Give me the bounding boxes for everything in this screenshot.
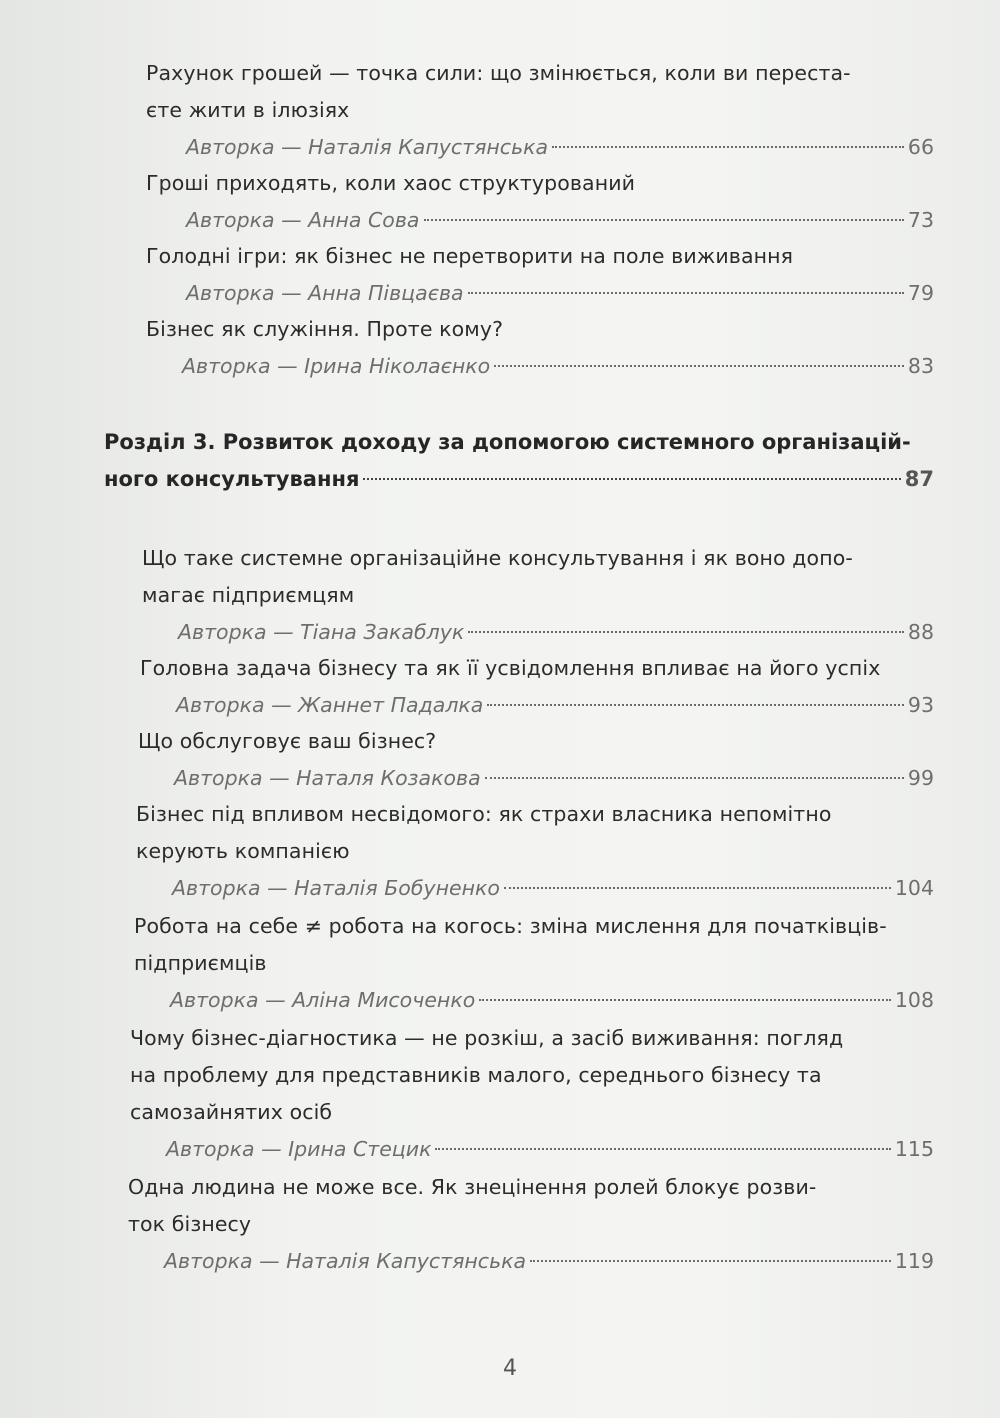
entry-title-cont: підприємців bbox=[134, 951, 267, 975]
entry-title: Робота на себе ≠ робота на когось: зміна мислення для початківців- bbox=[134, 914, 887, 938]
toc-entry bbox=[146, 165, 934, 239]
entry-title: Гроші приходять, коли хаос структурований bbox=[146, 171, 636, 195]
dot-leader bbox=[494, 364, 904, 367]
entry-title: Голодні ігри: як бізнес не перетворити на поле виживання bbox=[146, 244, 794, 268]
entry-page-number: 115 bbox=[894, 1137, 934, 1161]
entry-author-line bbox=[136, 870, 934, 907]
entry-author-line bbox=[146, 202, 934, 239]
section-title-cont: ного консультування bbox=[104, 467, 360, 491]
dot-leader bbox=[435, 1147, 890, 1150]
entry-page-number: 119 bbox=[894, 1249, 934, 1273]
page-number: 4 bbox=[503, 1356, 517, 1381]
toc-entry bbox=[140, 650, 934, 724]
dot-leader bbox=[479, 998, 891, 1001]
entry-author: Авторка — Ірина Стецик bbox=[166, 1137, 432, 1161]
section-page-number: 87 bbox=[904, 467, 934, 491]
entry-page-number: 83 bbox=[907, 354, 934, 378]
dot-leader bbox=[552, 145, 904, 148]
entry-author: Авторка — Ірина Ніколаєнко bbox=[182, 354, 491, 378]
entry-title: Одна людина не може все. Як знецінення ролей блокує розви- bbox=[128, 1175, 817, 1199]
entry-title-cont: магає підприємцям bbox=[142, 583, 355, 607]
toc-entry bbox=[142, 540, 934, 651]
section-title: Розділ 3. Розвиток доходу за допомогою системного організацій- bbox=[104, 430, 911, 454]
toc-entry bbox=[146, 238, 934, 312]
entry-title: Рахунок грошей — точка сили: що змінюється, коли ви переста- bbox=[146, 61, 851, 85]
entry-author: Авторка — Наталія Бобуненко bbox=[172, 876, 500, 900]
entry-title: Чому бізнес-діагностика — не розкіш, а засіб виживання: погляд bbox=[130, 1026, 844, 1050]
dot-leader bbox=[468, 630, 904, 633]
entry-author-line bbox=[146, 129, 934, 166]
entry-title-cont: на проблему для представників малого, середнього бізнесу та bbox=[130, 1063, 822, 1087]
entry-title-cont: ток бізнесу bbox=[128, 1212, 252, 1236]
section-title-line bbox=[104, 461, 934, 498]
dot-leader bbox=[487, 703, 904, 706]
entry-author-line bbox=[130, 1131, 934, 1168]
section-heading bbox=[104, 424, 934, 498]
entry-page-number: 66 bbox=[907, 135, 934, 159]
entry-author-line bbox=[138, 760, 934, 797]
entry-author: Авторка — Анна Півцаєва bbox=[186, 281, 464, 305]
toc-entry bbox=[134, 908, 934, 1019]
entry-page-number: 73 bbox=[907, 208, 934, 232]
dot-leader bbox=[424, 218, 904, 221]
toc-entry bbox=[146, 55, 934, 166]
toc-entry bbox=[138, 723, 934, 797]
dot-leader bbox=[468, 291, 904, 294]
entry-page-number: 99 bbox=[907, 766, 934, 790]
entry-title: Бізнес під впливом несвідомого: як страхи власника непомітно bbox=[136, 802, 832, 826]
entry-page-number: 104 bbox=[894, 876, 934, 900]
dot-leader bbox=[504, 886, 891, 889]
entry-author: Авторка — Анна Сова bbox=[186, 208, 420, 232]
entry-page-number: 108 bbox=[894, 988, 934, 1012]
dot-leader bbox=[363, 477, 900, 480]
entry-author: Авторка — Наталя Козакова bbox=[174, 766, 481, 790]
entry-author: Авторка — Аліна Мисоченко bbox=[170, 988, 476, 1012]
entry-title-cont: єте жити в ілюзіях bbox=[146, 98, 350, 122]
entry-page-number: 93 bbox=[907, 693, 934, 717]
entry-author-line bbox=[128, 1243, 934, 1280]
entry-author: Авторка — Наталія Капустянська bbox=[186, 135, 549, 159]
entry-author: Авторка — Жаннет Падалка bbox=[176, 693, 484, 717]
entry-title-cont: самозайнятих осіб bbox=[130, 1100, 333, 1124]
entry-page-number: 79 bbox=[907, 281, 934, 305]
entry-title: Головна задача бізнесу та як її усвідомлення впливає на його успіх bbox=[140, 656, 881, 680]
entry-author: Авторка — Тіана Закаблук bbox=[178, 620, 465, 644]
toc-entry bbox=[146, 311, 934, 385]
dot-leader bbox=[485, 776, 904, 779]
toc-entry bbox=[130, 1020, 934, 1168]
entry-author: Авторка — Наталія Капустянська bbox=[164, 1249, 527, 1273]
entry-title: Що таке системне організаційне консультування і як воно допо- bbox=[142, 546, 853, 570]
entry-author-line bbox=[146, 275, 934, 312]
entry-author-line bbox=[140, 687, 934, 724]
entry-title: Бізнес як служіння. Проте кому? bbox=[146, 317, 504, 341]
entry-author-line bbox=[146, 348, 934, 385]
entry-title: Що обслуговує ваш бізнес? bbox=[138, 729, 437, 753]
toc-entry bbox=[136, 796, 934, 907]
dot-leader bbox=[530, 1259, 891, 1262]
entry-title-cont: керують компанією bbox=[136, 839, 350, 863]
entry-author-line bbox=[134, 982, 934, 1019]
entry-page-number: 88 bbox=[907, 620, 934, 644]
toc-entry bbox=[128, 1169, 934, 1280]
entry-author-line bbox=[142, 614, 934, 651]
